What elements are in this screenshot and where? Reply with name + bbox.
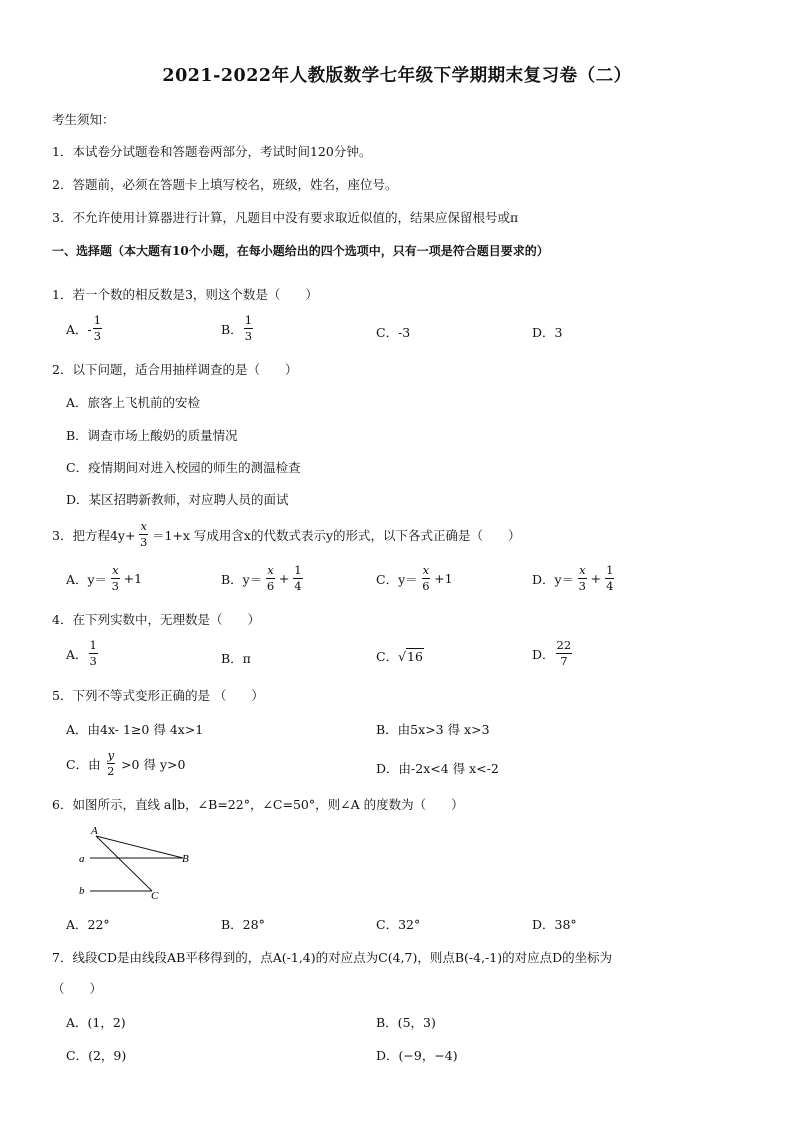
label-C: C	[151, 890, 159, 902]
q6-option-a[interactable]: A．22°	[66, 917, 110, 932]
q1-option-a[interactable]	[66, 315, 103, 342]
notice-item: 2．答题前，必须在答题卡上填写校名，班级，姓名，座位号。	[52, 177, 398, 192]
question-1-stem: 1．若一个数的相反数是3，则这个数是（ ）	[52, 287, 318, 302]
fraction: $\frac{1}{3}$	[244, 313, 253, 343]
section-heading: 一、选择题（本大题有10个小题，在每小题给出的四个选项中，只有一项是符合题目要求的）	[52, 244, 549, 258]
question-7-stem: 7．线段CD是由线段AB平移得到的，点A(-1,4)的对应点为C(4,7)，则点B(-4,-1)的对应点D的坐标为	[52, 950, 613, 965]
q4-option-a[interactable]: A． $\frac{1}{3}$	[66, 638, 97, 668]
q5-option-a[interactable]: A．由4x- 1≥0 得 4x>1	[66, 722, 204, 737]
question-7-stem-cont: （ ）	[52, 981, 103, 996]
square-root: √16	[398, 648, 423, 664]
notice-item: 3．不允许使用计算器进行计算，凡题目中没有要求取近似值的，结果应保留根号或π	[52, 210, 519, 225]
notice-heading: 考生须知：	[52, 112, 115, 127]
segment-AC	[96, 836, 152, 891]
q5-option-d[interactable]: D．由-2x<4 得 x<-2	[376, 761, 499, 776]
label-a: a	[79, 853, 85, 865]
question-2-stem: 2．以下问题，适合用抽样调查的是（ ）	[52, 362, 298, 377]
q7-option-c[interactable]: C．(2，9)	[66, 1048, 127, 1063]
q5-option-c[interactable]: C．由 $\frac{y}{2}$ >0 得 y>0	[66, 748, 186, 778]
question-4-stem: 4．在下列实数中，无理数是（ ）	[52, 612, 260, 627]
question-3-stem: 3．把方程4y+ $\frac{x}{3}$ ＝1+x 写成用含x的代数式表示y的形式，以下各式正确是（ ）	[52, 519, 521, 549]
segment-AB	[96, 836, 183, 858]
q6-option-b[interactable]: B．28°	[221, 917, 265, 932]
q7-option-b[interactable]: B．(5，3)	[376, 1015, 436, 1030]
q7-option-d[interactable]: D．(−9，−4)	[376, 1048, 458, 1063]
label-A: A	[91, 825, 98, 837]
q1-option-b[interactable]	[221, 315, 254, 342]
option-label: B．	[221, 321, 243, 337]
q3-option-b[interactable]: B．y＝ $\frac{x}{6}$ + $\frac{1}{4}$	[221, 563, 302, 593]
q2-option-d[interactable]: D．某区招聘新教师，对应聘人员的面试	[66, 492, 289, 507]
label-B: B	[182, 853, 189, 865]
q2-option-b[interactable]: B．调查市场上酸奶的质量情况	[66, 428, 238, 443]
fraction: $\frac{1}{3}$	[93, 313, 102, 343]
fraction: $\frac{x}{3}$	[140, 519, 148, 549]
q3-option-c[interactable]: C．y＝ $\frac{x}{6}$ +1	[376, 563, 453, 593]
parallel-lines-figure	[72, 822, 202, 902]
q4-option-b[interactable]: B．π	[221, 651, 251, 666]
q5-option-b[interactable]: B．由5x>3 得 x>3	[376, 722, 490, 737]
q3-option-d[interactable]: D．y＝ $\frac{x}{3}$ + $\frac{1}{4}$	[532, 563, 614, 593]
q7-option-a[interactable]: A．(1，2)	[66, 1015, 126, 1030]
q1-option-c[interactable]: C．-3	[376, 325, 411, 340]
option-label: A．-	[66, 321, 92, 337]
q4-option-d[interactable]: D． $\frac{22}{7}$	[532, 638, 572, 668]
question-5-stem: 5．下列不等式变形正确的是 （ ）	[52, 688, 264, 703]
q6-option-c[interactable]: C．32°	[376, 917, 421, 932]
q4-option-c[interactable]: C． √16	[376, 648, 423, 664]
q2-option-a[interactable]: A．旅客上飞机前的安检	[66, 395, 201, 410]
page-title: 2021-2022年人教版数学七年级下学期期末复习卷（二）	[162, 66, 632, 86]
question-6-stem: 6．如图所示，直线 a∥b，∠B=22°，∠C=50°，则∠A 的度数为（ ）	[52, 797, 464, 812]
q3-option-a[interactable]: A．y＝ $\frac{x}{3}$ +1	[66, 563, 143, 593]
q6-option-d[interactable]: D．38°	[532, 917, 577, 932]
notice-item: 1．本试卷分试题卷和答题卷两部分，考试时间120分钟。	[52, 144, 372, 159]
q1-option-d[interactable]: D．3	[532, 325, 563, 340]
q2-option-c[interactable]: C．疫情期间对进入校园的师生的测温检查	[66, 460, 301, 475]
label-b: b	[79, 885, 85, 897]
